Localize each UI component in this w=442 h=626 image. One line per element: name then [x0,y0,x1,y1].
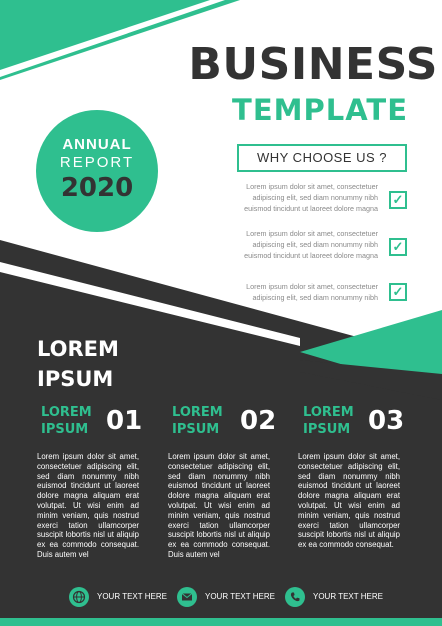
feature-3-line-2: adipiscing elit, sed diam nonummy nibh [252,293,378,302]
feature-2-line-3: euismod tincidunt ut laoreet dolore magna [244,251,378,260]
column-3-title-line-1: LOREM [303,405,354,420]
section-heading-line-1: LOREM [37,337,119,361]
column-2-title-line-1: LOREM [172,405,223,420]
column-2-title-line-2: IPSUM [172,422,220,437]
column-1-body: Lorem ipsum dolor sit amet, consectetuer adipiscing elit, sed diam nonummy nibh euismod tincidunt ut laoreet dolore magna aliquam erat volutpat. Ut wisi enim ad minim veniam, quis nostrud exerci tation ullamcorper suscipit lobortis nisl ut aliquip ex ea commodo consequat. Duis autem vel [37,452,139,559]
column-3-title [303,404,373,438]
column-2-number: 02 [240,406,277,436]
badge-report: REPORT [59,154,135,171]
feature-2-line-2: adipiscing elit, sed diam nonummy nibh [252,240,378,249]
bottom-strip [0,618,442,626]
check-icon: ✓ [389,238,407,256]
column-3-body: Lorem ipsum dolor sit amet, consectetuer adipiscing elit, sed diam nonummy nibh euismod tincidunt ut laoreet dolore magna aliquam erat volutpat. Ut wisi enim ad minim veniam, quis nostrud exerci tation ullamcorper suscipit lobortis nisl ut aliquip ex ea commodo consequat. [298,452,400,550]
section-heading-line-2: IPSUM [37,367,114,391]
badge-year: 2020 [60,173,134,203]
column-1-title [41,404,111,438]
column-1-number: 01 [106,406,143,436]
column-2-title [172,404,242,438]
footer-mail-text: YOUR TEXT HERE [205,592,275,601]
footer-phone-text: YOUR TEXT HERE [313,592,383,601]
footer-web-text: YOUR TEXT HERE [97,592,167,601]
column-2-body: Lorem ipsum dolor sit amet, consectetuer adipiscing elit, sed diam nonummy nibh euismod tincidunt ut laoreet dolore magna aliquam erat volutpat. Ut wisi enim ad minim veniam, quis nostrud exerci tation ullamcorper suscipit lobortis nisl ut aliquip ex ea commodo consequat. Duis autem vel [168,452,270,559]
column-3-title-line-2: IPSUM [303,422,351,437]
feature-1-line-1: Lorem ipsum dolor sit amet, consectetuer [246,182,378,191]
feature-2-line-1: Lorem ipsum dolor sit amet, consectetuer [246,229,378,238]
column-1-title-line-1: LOREM [41,405,92,420]
title-business: BUSINESS [188,39,438,90]
check-icon: ✓ [389,283,407,301]
feature-3-line-1: Lorem ipsum dolor sit amet, consectetuer [246,282,378,291]
feature-1-line-3: euismod tincidunt ut laoreet dolore magna [244,204,378,213]
globe-icon [69,587,89,607]
feature-text-2 [228,228,378,261]
why-choose-us-heading: WHY CHOOSE US ? [237,144,407,172]
feature-1-line-2: adipiscing elit, sed diam nonummy nibh [252,193,378,202]
badge-annual: ANNUAL [62,136,132,153]
column-3-number: 03 [368,406,405,436]
column-1-title-line-2: IPSUM [41,422,89,437]
phone-icon [285,587,305,607]
mail-icon [177,587,197,607]
footer-item-phone [285,587,425,607]
title-template: TEMPLATE [232,93,408,127]
check-icon: ✓ [389,191,407,209]
annual-report-badge [36,110,158,232]
section-heading [37,334,197,394]
feature-text-3 [228,281,378,303]
feature-text-1 [228,181,378,214]
